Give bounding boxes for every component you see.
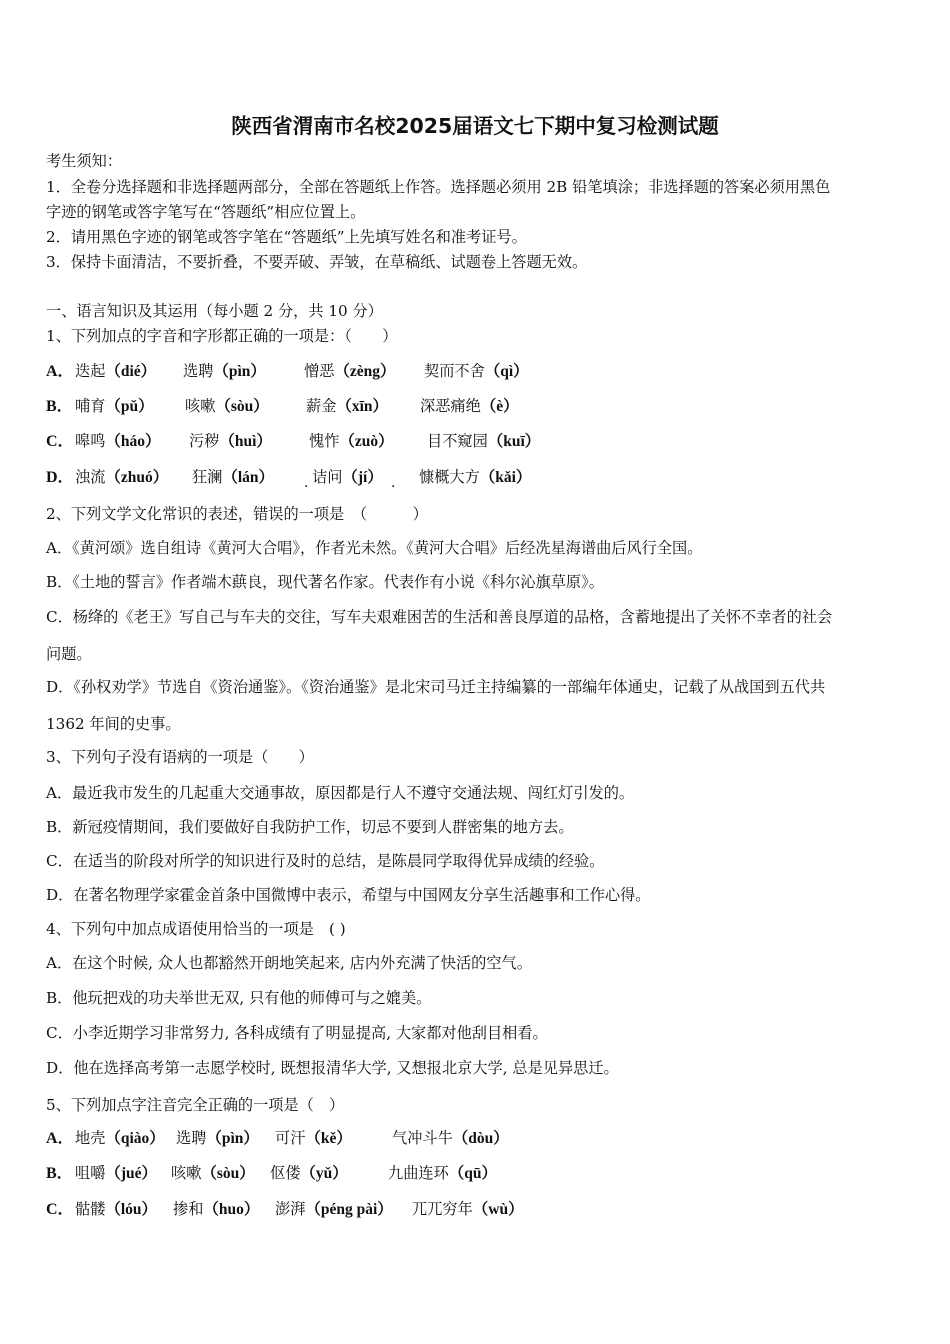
q5-option-c: C．骷髅（lóu） 掺和（huo） 澎湃（péng pài） 兀兀穷年（wù） (46, 1200, 524, 1218)
q2-option-c: C．杨绛的《老王》写自己与车夫的交往，写车夫艰难困苦的生活和善良厚道的品格，含蓄地提出了关怀不幸者的社会 (46, 608, 833, 626)
q2-option-c-cont: 问题。 (46, 645, 92, 663)
q2-option-d: D．《孙权劝学》节选自《资治通鉴》。《资治通鉴》是北宋司马迁主持编纂的一部编年体通史，记载了从战国到五代共 (46, 678, 826, 696)
q3-option-b: B．新冠疫情期间，我们要做好自我防护工作，切忌不要到人群密集的地方去。 (46, 818, 574, 836)
notice-item-2: 2．请用黑色字迹的钢笔或答字笔在“答题纸”上先填写姓名和准考证号。 (46, 228, 527, 246)
q1-option-d: D．浊流（zhuó） 狂澜（lán） 诘问（jí） 慷概大方（kǎi） (46, 468, 532, 486)
section-heading: 一、语言知识及其运用（每小题 2 分，共 10 分） (46, 302, 383, 320)
notice-item-3: 3．保持卡面清洁，不要折叠，不要弄破、弄皱，在草稿纸、试题卷上答题无效。 (46, 253, 588, 271)
q2-option-b: B．《土地的誓言》作者端木蕻良，现代著名作家。代表作有小说《科尔沁旗草原》。 (46, 573, 604, 591)
notice-item-1b: 字迹的钢笔或答字笔写在“答题纸”相应位置上。 (46, 203, 366, 221)
q1-option-a: A．迭起（dié） 选聘（pìn） 憎恶（zèng） 契而不舍（qì） (46, 362, 529, 380)
emphasis-dot-mark: · (304, 479, 309, 495)
notice-item-1a: 1．全卷分选择题和非选择题两部分，全部在答题纸上作答。选择题必须用 2B 铅笔填涂；非选择题的答案必须用黑色 (46, 178, 831, 196)
q4-option-d: D．他在选择高考第一志愿学校时, 既想报清华大学, 又想报北京大学, 总是见异思迁。 (46, 1059, 619, 1077)
q1-stem: 1、下列加点的字音和字形都正确的一项是：（ ） (46, 327, 398, 345)
q4-option-b: B．他玩把戏的功夫举世无双, 只有他的师傅可与之媲美。 (46, 989, 432, 1007)
q2-stem: 2、下列文学文化常识的表述，错误的一项是 （ ） (46, 505, 428, 523)
q4-option-a: A．在这个时候, 众人也都豁然开朗地笑起来, 店内外充满了快活的空气。 (46, 954, 532, 972)
q2-option-d-cont: 1362 年间的史事。 (46, 715, 181, 733)
q4-stem: 4、下列句中加点成语使用恰当的一项是 ( ) (46, 920, 346, 938)
q3-stem: 3、下列句子没有语病的一项是（ ） (46, 748, 314, 766)
q1-option-b: B． 哺育（pǔ） 咳嗽（sòu） 薪金（xīn） 深恶痛绝（è） (46, 397, 519, 415)
q1-option-c: C．嗥鸣（háo） 污秽（huì） 愧怍（zuò） 目不窥园（kuī） (46, 432, 541, 450)
notice-heading: 考生须知： (46, 152, 122, 170)
page-title: 陕西省渭南市名校2025届语文七下期中复习检测试题 (231, 114, 719, 138)
q3-option-c: C．在适当的阶段对所学的知识进行及时的总结，是陈晨同学取得优异成绩的经验。 (46, 852, 605, 870)
q3-option-d: D．在著名物理学家霍金首条中国微博中表示，希望与中国网友分享生活趣事和工作心得。 (46, 886, 651, 904)
q3-option-a: A．最近我市发生的几起重大交通事故，原因都是行人不遵守交通法规、闯红灯引发的。 (46, 784, 635, 802)
q5-option-b: B． 咀嚼（jué） 咳嗽（sòu） 伛偻（yǔ） 九曲连环（qū） (46, 1164, 497, 1182)
q5-stem: 5、下列加点字注音完全正确的一项是（ ） (46, 1096, 345, 1114)
q5-option-a: A．地壳（qiào） 选聘（pìn） 可汗（kě） 气冲斗牛（dòu） (46, 1129, 509, 1147)
q2-option-a: A．《黄河颂》选自组诗《黄河大合唱》，作者光未然。《黄河大合唱》后经冼星海谱曲后风行全国。 (46, 539, 703, 557)
q4-option-c: C．小李近期学习非常努力, 各科成绩有了明显提高, 大家都对他刮目相看。 (46, 1024, 548, 1042)
emphasis-dot-mark: · (391, 479, 396, 495)
